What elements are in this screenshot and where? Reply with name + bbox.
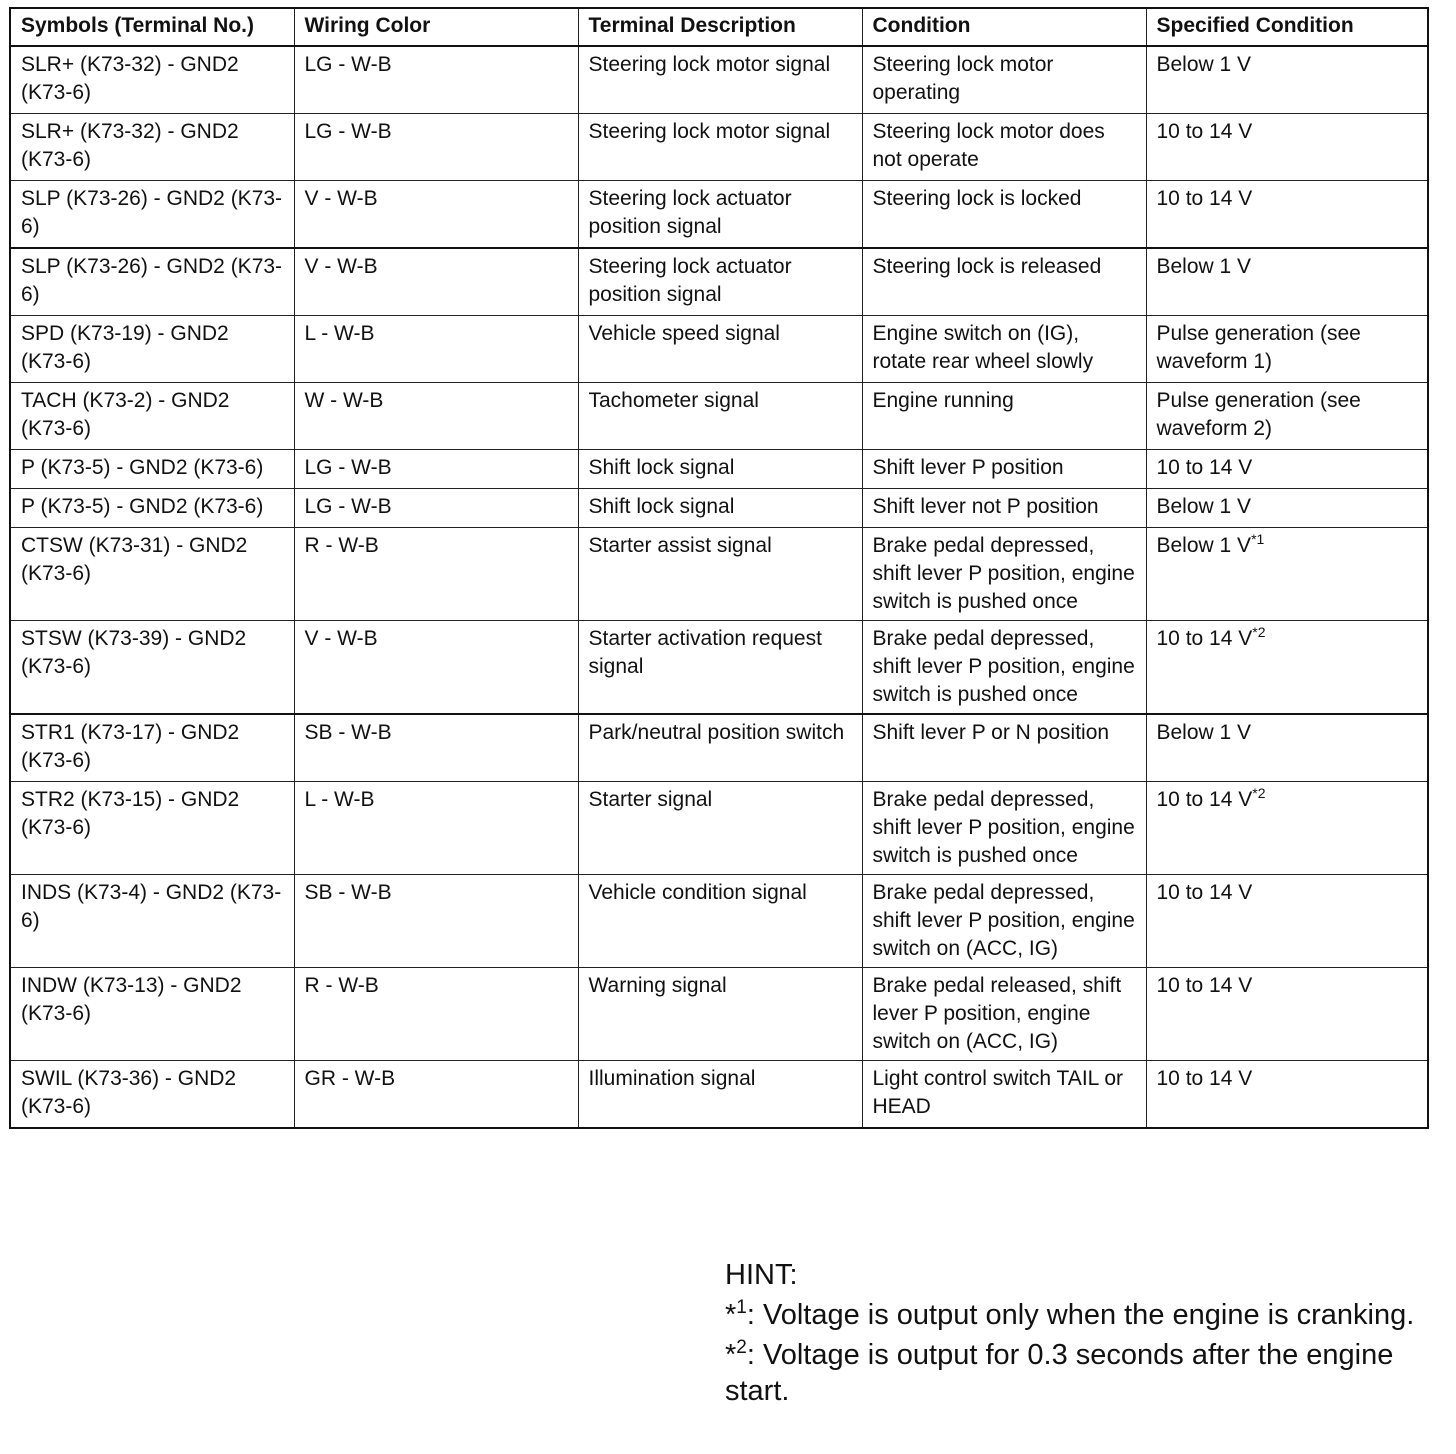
cell-terminal-description: Steering lock actuator position signal: [578, 248, 862, 316]
cell-condition: Steering lock is locked: [862, 181, 1146, 249]
hint-note-1: [725, 1297, 1435, 1333]
cell-condition: Shift lever not P position: [862, 489, 1146, 528]
spec-value: 10 to 14 V: [1156, 187, 1253, 210]
table-row: [10, 1061, 1428, 1129]
cell-condition: Shift lever P position: [862, 450, 1146, 489]
cell-specified-condition: [1146, 248, 1428, 316]
cell-symbol: STSW (K73-39) - GND2 (K73-6): [10, 621, 294, 715]
cell-specified-condition: [1146, 316, 1428, 383]
table-row: [10, 968, 1428, 1061]
terminal-inspection-table: [9, 7, 1429, 1129]
cell-symbol: CTSW (K73-31) - GND2 (K73-6): [10, 528, 294, 621]
cell-symbol: SPD (K73-19) - GND2 (K73-6): [10, 316, 294, 383]
cell-specified-condition: [1146, 1061, 1428, 1129]
cell-symbol: P (K73-5) - GND2 (K73-6): [10, 450, 294, 489]
spec-value: Below 1 V: [1156, 534, 1252, 557]
cell-terminal-description: Steering lock motor signal: [578, 114, 862, 181]
hint-section: [725, 1257, 1435, 1413]
cell-wiring-color: R - W-B: [294, 528, 578, 621]
header-wiring-color: Wiring Color: [294, 8, 578, 46]
terminal-table-container: [9, 7, 1427, 1129]
spec-footnote-ref: *2: [1252, 624, 1266, 640]
cell-condition: Steering lock motor does not operate: [862, 114, 1146, 181]
table-row: [10, 621, 1428, 715]
table-row: [10, 528, 1428, 621]
cell-symbol: INDS (K73-4) - GND2 (K73-6): [10, 875, 294, 968]
cell-condition: Shift lever P or N position: [862, 714, 1146, 782]
cell-condition: Brake pedal depressed, shift lever P position, engine switch is pushed once: [862, 528, 1146, 621]
footnote-mark: *: [725, 1299, 737, 1331]
header-terminal-description: Terminal Description: [578, 8, 862, 46]
cell-condition: Light control switch TAIL or HEAD: [862, 1061, 1146, 1129]
cell-specified-condition: [1146, 875, 1428, 968]
cell-specified-condition: [1146, 782, 1428, 875]
cell-wiring-color: GR - W-B: [294, 1061, 578, 1129]
hint-note-2: [725, 1337, 1435, 1409]
cell-specified-condition: [1146, 383, 1428, 450]
cell-symbol: SLR+ (K73-32) - GND2 (K73-6): [10, 46, 294, 114]
cell-terminal-description: Steering lock actuator position signal: [578, 181, 862, 249]
cell-wiring-color: L - W-B: [294, 782, 578, 875]
table-row: [10, 316, 1428, 383]
cell-condition: Brake pedal released, shift lever P position, engine switch on (ACC, IG): [862, 968, 1146, 1061]
cell-condition: Brake pedal depressed, shift lever P position, engine switch is pushed once: [862, 782, 1146, 875]
cell-symbol: SLR+ (K73-32) - GND2 (K73-6): [10, 114, 294, 181]
cell-wiring-color: LG - W-B: [294, 450, 578, 489]
cell-wiring-color: SB - W-B: [294, 714, 578, 782]
cell-condition: Steering lock is released: [862, 248, 1146, 316]
cell-terminal-description: Tachometer signal: [578, 383, 862, 450]
cell-specified-condition: [1146, 181, 1428, 249]
table-header-row: [10, 8, 1428, 46]
cell-symbol: INDW (K73-13) - GND2 (K73-6): [10, 968, 294, 1061]
table-row: [10, 248, 1428, 316]
cell-wiring-color: LG - W-B: [294, 114, 578, 181]
footnote-text: : Voltage is output only when the engine is cranking.: [746, 1299, 1415, 1331]
spec-value: 10 to 14 V: [1156, 627, 1253, 650]
cell-terminal-description: Warning signal: [578, 968, 862, 1061]
spec-value: 10 to 14 V: [1156, 1067, 1253, 1090]
cell-specified-condition: [1146, 528, 1428, 621]
footnote-mark: *: [725, 1339, 737, 1371]
cell-wiring-color: L - W-B: [294, 316, 578, 383]
cell-specified-condition: [1146, 114, 1428, 181]
spec-value: Below 1 V: [1156, 53, 1252, 76]
cell-symbol: P (K73-5) - GND2 (K73-6): [10, 489, 294, 528]
cell-specified-condition: [1146, 621, 1428, 715]
cell-symbol: STR1 (K73-17) - GND2 (K73-6): [10, 714, 294, 782]
header-specified-condition: Specified Condition: [1146, 8, 1428, 46]
spec-value: Below 1 V: [1156, 495, 1252, 518]
cell-terminal-description: Shift lock signal: [578, 450, 862, 489]
cell-wiring-color: LG - W-B: [294, 46, 578, 114]
spec-value: Pulse generation (see waveform 1): [1156, 322, 1361, 373]
cell-specified-condition: [1146, 489, 1428, 528]
cell-symbol: STR2 (K73-15) - GND2 (K73-6): [10, 782, 294, 875]
cell-specified-condition: [1146, 46, 1428, 114]
cell-symbol: SLP (K73-26) - GND2 (K73-6): [10, 181, 294, 249]
cell-terminal-description: Starter signal: [578, 782, 862, 875]
spec-value: Below 1 V: [1156, 255, 1252, 278]
spec-value: 10 to 14 V: [1156, 881, 1253, 904]
cell-terminal-description: Vehicle condition signal: [578, 875, 862, 968]
cell-wiring-color: V - W-B: [294, 621, 578, 715]
footnote-text: : Voltage is output for 0.3 seconds after the engine start.: [725, 1339, 1394, 1407]
header-condition: Condition: [862, 8, 1146, 46]
hint-title: HINT:: [725, 1259, 798, 1291]
cell-symbol: SWIL (K73-36) - GND2 (K73-6): [10, 1061, 294, 1129]
table-row: [10, 875, 1428, 968]
spec-footnote-ref: *1: [1251, 531, 1265, 547]
spec-value: 10 to 14 V: [1156, 456, 1253, 479]
cell-specified-condition: [1146, 450, 1428, 489]
spec-value: 10 to 14 V: [1156, 974, 1253, 997]
cell-terminal-description: Starter assist signal: [578, 528, 862, 621]
table-row: [10, 46, 1428, 114]
cell-specified-condition: [1146, 968, 1428, 1061]
spec-value: Pulse generation (see waveform 2): [1156, 389, 1361, 440]
table-row: [10, 114, 1428, 181]
cell-condition: Engine running: [862, 383, 1146, 450]
cell-terminal-description: Starter activation request signal: [578, 621, 862, 715]
footnote-number: 2: [736, 1337, 747, 1358]
table-row: [10, 714, 1428, 782]
table-row: [10, 489, 1428, 528]
cell-wiring-color: V - W-B: [294, 181, 578, 249]
cell-wiring-color: V - W-B: [294, 248, 578, 316]
cell-specified-condition: [1146, 714, 1428, 782]
cell-condition: Brake pedal depressed, shift lever P position, engine switch is pushed once: [862, 621, 1146, 715]
footnote-number: 1: [736, 1297, 747, 1318]
cell-wiring-color: R - W-B: [294, 968, 578, 1061]
table-row: [10, 181, 1428, 249]
cell-terminal-description: Illumination signal: [578, 1061, 862, 1129]
table-body: [10, 46, 1428, 1128]
header-symbols: Symbols (Terminal No.): [10, 8, 294, 46]
cell-wiring-color: SB - W-B: [294, 875, 578, 968]
spec-footnote-ref: *2: [1252, 785, 1266, 801]
spec-value: Below 1 V: [1156, 721, 1252, 744]
table-row: [10, 450, 1428, 489]
cell-wiring-color: LG - W-B: [294, 489, 578, 528]
spec-value: 10 to 14 V: [1156, 120, 1253, 143]
spec-value: 10 to 14 V: [1156, 788, 1253, 811]
cell-condition: Brake pedal depressed, shift lever P position, engine switch on (ACC, IG): [862, 875, 1146, 968]
cell-terminal-description: Steering lock motor signal: [578, 46, 862, 114]
cell-condition: Steering lock motor operating: [862, 46, 1146, 114]
cell-symbol: TACH (K73-2) - GND2 (K73-6): [10, 383, 294, 450]
cell-symbol: SLP (K73-26) - GND2 (K73-6): [10, 248, 294, 316]
cell-terminal-description: Shift lock signal: [578, 489, 862, 528]
cell-terminal-description: Park/neutral position switch: [578, 714, 862, 782]
table-row: [10, 383, 1428, 450]
cell-wiring-color: W - W-B: [294, 383, 578, 450]
cell-condition: Engine switch on (IG), rotate rear wheel slowly: [862, 316, 1146, 383]
table-row: [10, 782, 1428, 875]
cell-terminal-description: Vehicle speed signal: [578, 316, 862, 383]
